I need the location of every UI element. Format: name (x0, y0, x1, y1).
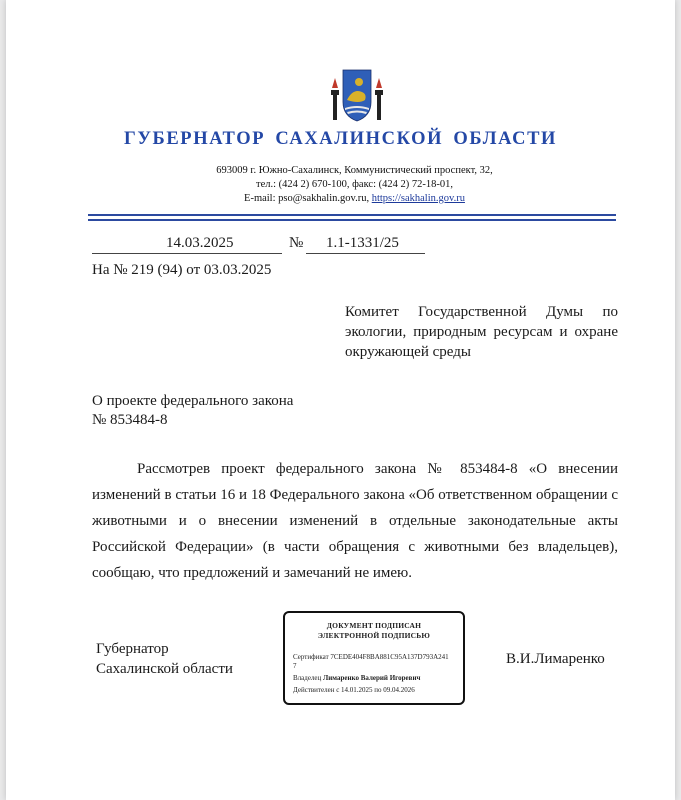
website-link[interactable]: https://sakhalin.gov.ru (371, 193, 465, 204)
organization-title: ГУБЕРНАТОР САХАЛИНСКОЙ ОБЛАСТИ (123, 129, 558, 149)
registration-date: 14.03.2025 (166, 235, 234, 251)
coat-of-arms-icon (329, 66, 385, 124)
owner-value: Лимаренко Валерий Игоревич (323, 674, 421, 682)
signer-position (96, 639, 233, 679)
subject-line-1: О проекте федерального закона (92, 393, 294, 409)
date-underline (92, 253, 282, 254)
signer-position-line-2: Сахалинской области (96, 661, 233, 677)
electronic-signature-stamp (283, 611, 465, 705)
number-underline (306, 253, 425, 254)
number-sign: № (289, 235, 304, 251)
letter-body: Рассмотрев проект федерального закона № 853484-8 «О внесении изменений в статьи 16 и 18 Федерального закона «Об ответственном обращении с животными и о внесении изменений в отдельные законодательные акты Российской Федерации» (в части обращения с животными без владельцев), сообщаю, что предложений и замечаний не имею. (92, 461, 618, 581)
subject-line-2: № 853484-8 (92, 412, 168, 428)
signer-name: В.И.Лимаренко (506, 651, 605, 667)
email-line (34, 192, 675, 206)
document-page (6, 0, 675, 800)
header-divider-top (88, 214, 616, 216)
stamp-title-1: ДОКУМЕНТ ПОДПИСАН (326, 621, 422, 630)
owner-label: Владелец (293, 674, 322, 682)
registration-number: 1.1-1331/25 (326, 235, 399, 251)
addressee: Комитет Государственной Думы по экологии, природным ресурсам и охране окружающей среды (345, 304, 618, 360)
phone-line: тел.: (424 2) 670-100, факс: (424 2) 72-18-01, (255, 179, 453, 190)
certificate-value-cont: 7 (293, 662, 297, 670)
stamp-owner (293, 674, 455, 683)
letter-subject (92, 392, 293, 430)
stamp-title-2: ЭЛЕКТРОННОЙ ПОДПИСЬЮ (317, 631, 431, 640)
stamp-validity: Действителен с 14.01.2025 по 09.04.2026 (293, 686, 415, 694)
certificate-value: 7CEDE404F8BA881C95A137D793A241 (330, 653, 449, 661)
header-divider-bottom (88, 219, 616, 221)
email-text: E-mail: pso@sakhalin.gov.ru, (244, 193, 370, 204)
stamp-certificate (293, 653, 455, 671)
certificate-label: Сертификат (293, 653, 329, 661)
contact-block (6, 164, 675, 206)
address-line: 693009 г. Южно-Сахалинск, Коммунистический проспект, 32, (216, 165, 493, 176)
signer-position-line-1: Губернатор (96, 641, 169, 657)
reply-reference: На № 219 (94) от 03.03.2025 (92, 262, 272, 278)
